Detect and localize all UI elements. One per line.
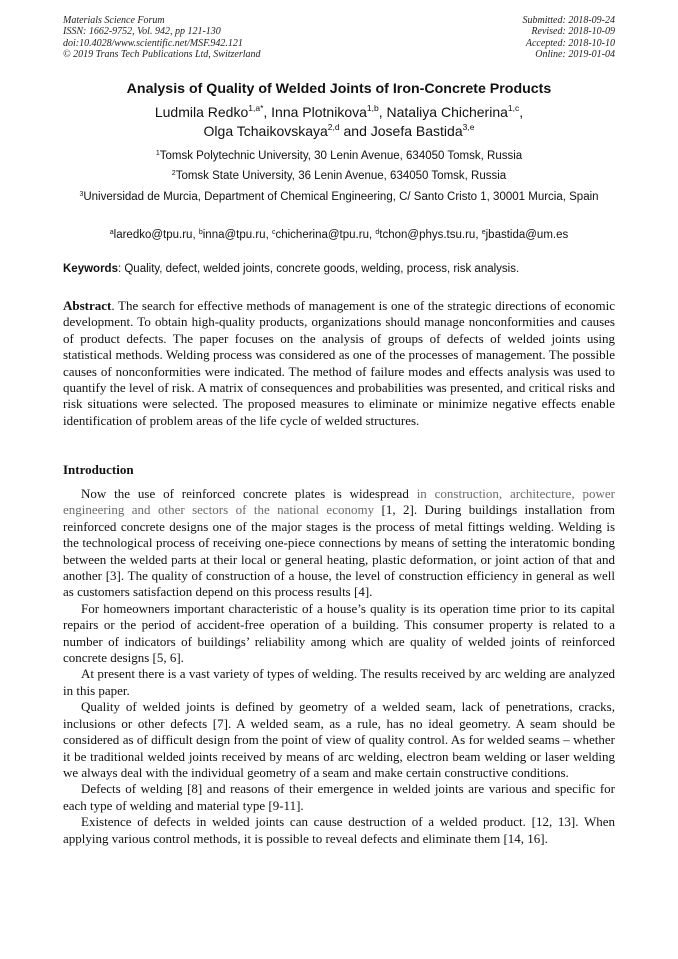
paragraph: Existence of defects in welded joints can cause destruction of a welded product. [12, 13]. When applying various control methods, it is possible to reveal defects and eliminate them [14, 16]. bbox=[63, 814, 615, 846]
paragraph-text: [1, 2]. During buildings installation from reinforced concrete designs one of the major stages is the process of metal fittings welding. Welding is the technological process of receiving one-piece connections by means of setting the interatomic bonding between the welded parts at their local or general heating, plastic deformation, or joint action of that and another [3]. The quality of construction of a house, the level of construction efficiency in general as well as customers satisfaction depend on this process results [4]. bbox=[63, 502, 616, 600]
abstract bbox=[63, 298, 615, 429]
keywords bbox=[63, 262, 615, 277]
journal-info bbox=[63, 15, 261, 60]
paragraph: For homeowners important characteristic of a house’s quality is its operation time prior to its capital repairs or the period of accident-free operation of a building. This consumer property is related to a number of indicators of buildings’ reliability among which are quality of welded joints of reinforced concrete designs [5, 6]. bbox=[63, 600, 615, 666]
affiliation-mark: 2 bbox=[171, 170, 176, 177]
author-separator: , bbox=[378, 104, 387, 120]
affiliation-text: Tomsk Polytechnic University, 30 Lenin Avenue, 634050 Tomsk, Russia bbox=[159, 150, 523, 162]
affiliation-mark: 1 bbox=[155, 150, 160, 157]
email-address: jbastida@um.es bbox=[485, 229, 569, 241]
revised-date: Revised: 2018-10-09 bbox=[531, 26, 615, 38]
abstract-label: Abstract bbox=[63, 298, 112, 313]
email-mark: b bbox=[198, 229, 203, 236]
paragraph-text: Now the use of reinforced concrete plates is widespread bbox=[81, 486, 417, 501]
email-mark: d bbox=[375, 229, 380, 236]
author-affiliation-mark: 2,d bbox=[327, 121, 340, 132]
paragraph: Defects of welding [8] and reasons of their emergence in welded joints are various and specific for each type of welding and material type [9-11]. bbox=[63, 781, 615, 813]
author-affiliation-mark: 1,a* bbox=[248, 103, 264, 113]
author-name: Ludmila Redko bbox=[154, 104, 249, 120]
email-address: tchon@phys.tsu.ru bbox=[379, 229, 476, 241]
email-list: $^a$laredko@tpu.ru, $^b$inna@tpu.ru, $^c$chicherina@tpu.ru, $^d$tchon@phys.tsu.ru, $^e$jbastida@um.es bbox=[109, 229, 569, 241]
author-affiliation-mark: 3,e bbox=[462, 121, 475, 132]
paragraph: Quality of welded joints is defined by geometry of a welded seam, lack of penetrations, cracks, inclusions or other defects [7]. A welded seam, as a rule, has no ideal geometry. A seam should be considered as of difficult design from the point of view of quality control. As for welded seams – whether it be traditional welded joints received by means of arc welding, electron beam welding or laser welding we always deal with the individual geometry of a seam and make certain constructive conditions. bbox=[63, 699, 615, 780]
email-mark: a bbox=[109, 229, 114, 236]
online-date: Online: 2019-01-04 bbox=[535, 48, 615, 60]
keywords-label: Keywords bbox=[63, 263, 118, 275]
copyright-line: © 2019 Trans Tech Publications Ltd, Switzerland bbox=[63, 48, 261, 60]
introduction-body bbox=[63, 486, 615, 847]
author-separator: , bbox=[263, 104, 272, 120]
highlighted-text: in construction, architecture, power engineering and other sectors of the national economy bbox=[63, 486, 615, 518]
email-address: chicherina@tpu.ru bbox=[275, 229, 369, 241]
author-separator: , bbox=[519, 104, 524, 120]
author-name: Olga Tchaikovskaya bbox=[203, 122, 328, 139]
abstract-text: . The search for effective methods of management is one of the strategic directions of economic development. To obtain high-quality products, organizations should manage nonconformities and causes of product defects. The paper focuses on the analysis of groups of defects of welded joints using statistical methods. Welding process was considered as one of the processes of management. The possible causes of nonconformities were indicated. The method of failure modes and effects analysis was used to quantify the level of risk. A matrix of consequences and probabilities was presented, and critical risks and risk situations were selected. The proposed measures to eliminate or minimize negative effects enable identification of problem areas of the life cycle of welded structures. bbox=[63, 298, 615, 428]
affiliation-text: Universidad de Murcia, Department of Chemical Engineering, C/ Santo Cristo 1, 30001 Murcia, Spain bbox=[83, 191, 599, 203]
doi-line: doi:10.4028/www.scientific.net/MSF.942.121 bbox=[63, 37, 243, 49]
email-mark: c bbox=[271, 229, 276, 236]
author-affiliation-mark: 1,b bbox=[366, 103, 379, 113]
email-address: laredko@tpu.ru bbox=[113, 229, 193, 241]
affiliation-text: Tomsk State University, 36 Lenin Avenue, 634050 Tomsk, Russia bbox=[175, 170, 507, 182]
submitted-date: Submitted: 2018-09-24 bbox=[522, 15, 615, 26]
email-address: inna@tpu.ru bbox=[202, 229, 266, 241]
affiliation-1 bbox=[63, 149, 615, 165]
section-heading-introduction: Introduction bbox=[63, 462, 134, 477]
affiliation-3 bbox=[63, 190, 615, 206]
author-name: Nataliya Chicherina bbox=[386, 104, 508, 120]
affiliation-mark: 3 bbox=[79, 191, 84, 198]
author-separator: and bbox=[339, 122, 371, 139]
paper-title: Analysis of Quality of Welded Joints of Iron-Concrete Products bbox=[126, 81, 552, 97]
issn-line: ISSN: 1662-9752, Vol. 942, pp 121-130 bbox=[63, 26, 221, 38]
affiliation-2 bbox=[63, 169, 615, 185]
paragraph: At present there is a vast variety of types of welding. The results received by arc welding are analyzed in this paper. bbox=[63, 666, 615, 698]
keywords-text: : Quality, defect, welded joints, concrete goods, welding, process, risk analysis. bbox=[117, 263, 520, 275]
author-affiliation-mark: 1,c bbox=[507, 103, 520, 113]
paragraph bbox=[63, 486, 615, 601]
accepted-date: Accepted: 2018-10-10 bbox=[525, 37, 615, 49]
publication-dates bbox=[523, 15, 616, 60]
author-name: Inna Plotnikova bbox=[271, 104, 367, 120]
author-list bbox=[60, 103, 618, 140]
journal-name: Materials Science Forum bbox=[63, 15, 165, 26]
author-name: Josefa Bastida bbox=[370, 122, 463, 139]
email-mark: e bbox=[481, 229, 486, 236]
